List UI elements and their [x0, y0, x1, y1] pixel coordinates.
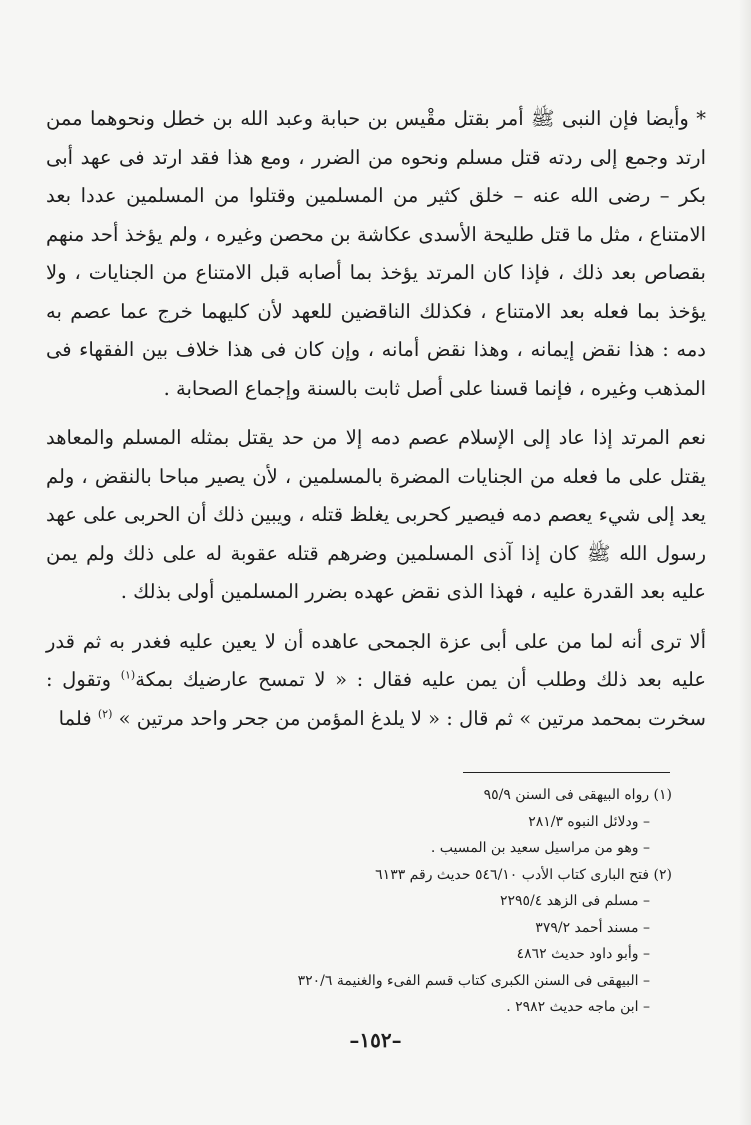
main-text — [46, 100, 706, 738]
paragraph-text: نعم المرتد إذا عاد إلى الإسلام عصم دمه إلا من حد يقتل بمثله المسلم والمعاهد يقتل على ما فعله من الجنايات المضرة بالمسلمين ، لأن يصير مباحا بالنقض ، ولم يعد إلى شيء يعصم دمه فيصير كحربى يغلظ قتله ، ويبين ذلك أن الحربى على عهد رسول الله ﷺ كان إذا آذى المسلمين وضرهم قتله عقوبة له على ذلك ولم يمن عليه بعد القدرة عليه ، فهذا الذى نقض عهده بضرر المسلمين أولى بذلك . — [46, 426, 706, 603]
footnote-line: – البيهقى فى السنن الكبرى كتاب قسم الفىء والغنيمة ٣٢٠/٦ — [297, 972, 650, 989]
footnote-separator — [463, 772, 670, 773]
paragraph-text: وتقول : سخرت بمحمد مرتين » ثم قال : « لا يلدغ المؤمن من جحر واحد مرتين » — [46, 668, 706, 730]
paragraph-text: فلما — [58, 706, 98, 730]
footnote-line: – وهو من مراسيل سعيد بن المسيب . — [430, 840, 650, 856]
footnote-reference: (٢) — [97, 707, 113, 720]
footnote-line: – مسند أحمد ٣٧٩/٢ — [535, 919, 650, 936]
paragraph — [46, 419, 706, 612]
footnote-reference: (١) — [120, 668, 136, 682]
page-number: –١٥٢– — [349, 1028, 402, 1052]
footnote-line: – مسلم فى الزهد ٢٢٩٥/٤ — [499, 893, 650, 909]
paragraph-text: ألا ترى أنه لما من على أبى عزة الجمحى عاهده أن لا يعين عليه فغدر به ثم قدر عليه بعد ذلك وطلب أن يمن عليه فقال : « لا تمسح عارضيك بمكة — [46, 629, 706, 691]
paragraph — [46, 623, 706, 739]
footnote-line: – ودلائل النبوه ٢٨١/٣ — [528, 813, 650, 830]
footnotes — [200, 782, 672, 1021]
paragraph-text: * وأيضا فإن النبى ﷺ أمر بقتل مقْيس بن حبابة وعبد الله بن خطل ونحوهما ممن ارتد وجمع إلى ردته قتل مسلم ونحوه من الضرر ، ومع هذا فقد ارتد فى عهد أبى بكر – رضى الله عنه – خلق كثير من المسلمين وقتلوا من المسلمين عددا بعد الامتناع ، مثل ما قتل طليحة الأسدى عكاشة بن محصن وغيره ، ولم يؤخذ أحد منهم بقصاص بعد ذلك ، فإذا كان المرتد يؤخذ بما أصابه قبل الامتناع من الجنايات ، ولا يؤخذ بما فعله بعد الامتناع ، فكذلك الناقضين للعهد لأن كليهما خرج عما عصم به دمه : هذا نقض إيمانه ، وهذا نقض أمانه ، وإن كان فى هذا خلاف بين الفقهاء فى المذهب وغيره ، فإنما قسنا على أصل ثابت بالسنة وإجماع الصحابة . — [46, 107, 706, 400]
footnote-line: (٢) فتح البارى كتاب الأدب ٥٤٦/١٠ حديث رقم ٦١٣٣ — [375, 866, 672, 883]
footnote-line: (١) رواه البيهقى فى السنن ٩٥/٩ — [483, 787, 672, 803]
paragraph — [46, 100, 706, 408]
page-edge-shadow — [739, 0, 751, 1125]
footnote-line: – ابن ماجه حديث ٢٩٨٢ . — [506, 999, 650, 1015]
footnote-line: – وأبو داود حديث ٤٨٦٢ — [516, 946, 650, 962]
